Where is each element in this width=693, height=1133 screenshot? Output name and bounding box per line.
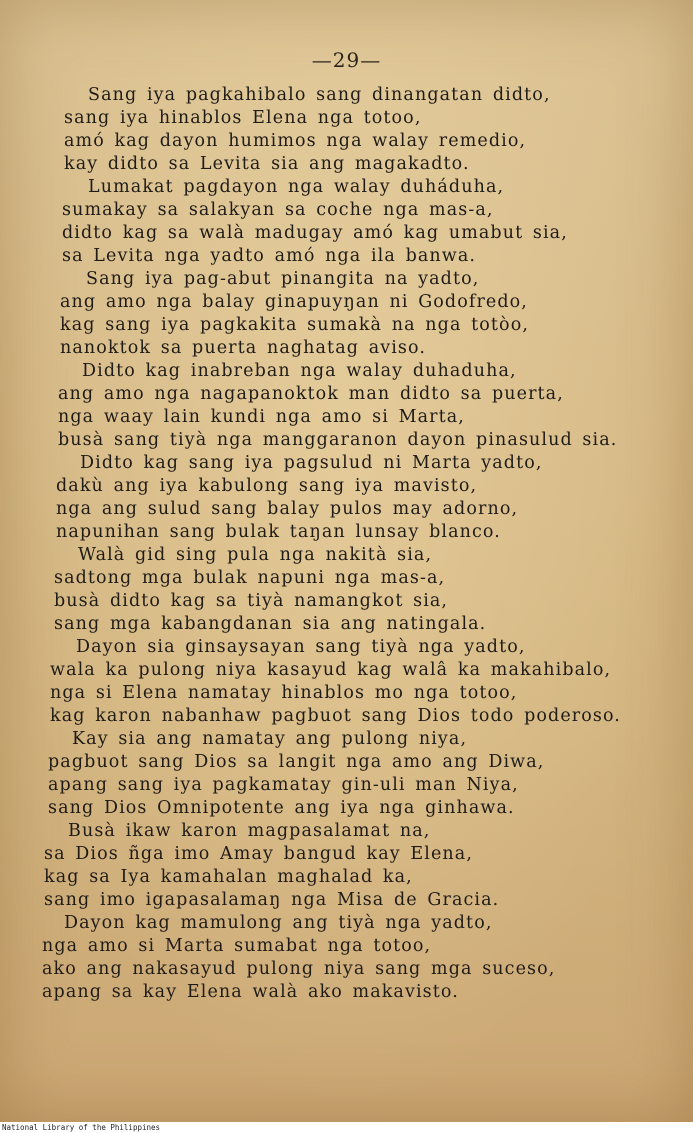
poem-line: ang amo nga nagapanoktok man didto sa puerta, — [58, 384, 564, 404]
poem-line: sang Dios Omnipotente ang iya nga ginhawa. — [48, 798, 515, 818]
poem-line: Didto kag inabreban nga walay duhaduha, — [82, 361, 517, 381]
poem-line: nga ang sulud sang balay pulos may adorno, — [56, 499, 519, 519]
poem-line: Didto kag sang iya pagsulud ni Marta yadto, — [80, 453, 543, 473]
poem-line: amó kag dayon humimos nga walay remedio, — [64, 131, 527, 151]
poem-line: Sang iya pag-abut pinangita na yadto, — [86, 269, 480, 289]
poem-line: Busà ikaw karon magpasalamat na, — [68, 821, 431, 841]
poem-line: nga waay lain kundi nga amo si Marta, — [58, 407, 465, 427]
poem-line: busà didto kag sa tiyà namangkot sia, — [54, 591, 449, 611]
poem-line: apang sang iya pagkamatay gin-uli man Niya, — [48, 775, 519, 795]
poem-line: sang mga kabangdanan sia ang natingala. — [54, 614, 487, 634]
poem-line: dakù ang iya kabulong sang iya mavisto, — [56, 476, 478, 496]
poem-line: Dayon kag mamulong ang tiyà nga yadto, — [64, 913, 493, 933]
poem-line: ako ang nakasayud pulong niya sang mga suceso, — [42, 959, 556, 979]
poem-line: Lumakat pagdayon nga walay duháduha, — [88, 177, 505, 197]
poem-line: Walà gid sing pula nga nakità sia, — [78, 545, 433, 565]
poem-line: kay didto sa Levita sia ang magakadto. — [64, 154, 470, 174]
poem-line: sang iya hinablos Elena nga totoo, — [64, 108, 422, 128]
poem-line: ang amo nga balay ginapuyŋan ni Godofredo, — [60, 292, 528, 312]
poem-line: kag sa Iya kamahalan maghalad ka, — [44, 867, 413, 887]
poem-line: nga amo si Marta sumabat nga totoo, — [42, 936, 432, 956]
poem-line: sa Dios ñga imo Amay bangud kay Elena, — [44, 844, 473, 864]
footer-credit: National Library of the Philippines — [2, 1123, 161, 1132]
page-number: —29— — [311, 48, 382, 72]
poem-line: pagbuot sang Dios sa langit nga amo ang Diwa, — [48, 752, 545, 772]
poem-line: Kay sia ang namatay ang pulong niya, — [72, 729, 468, 749]
poem-line: kag sang iya pagkakita sumakà na nga totòo, — [60, 315, 529, 335]
poem-line: sa Levita nga yadto amó nga ila banwa. — [62, 246, 477, 266]
poem-line: nga si Elena namatay hinablos mo nga totoo, — [50, 683, 518, 703]
poem-line: kag karon nabanhaw pagbuot sang Dios todo poderoso. — [50, 706, 621, 726]
poem-line: sadtong mga bulak napuni nga mas-a, — [54, 568, 446, 588]
poem-line: didto kag sa walà madugay amó kag umabut sia, — [62, 223, 568, 243]
poem-line: apang sa kay Elena walà ako makavisto. — [42, 982, 459, 1002]
poem-line: sumakay sa salakyan sa coche nga mas-a, — [62, 200, 494, 220]
poem-line: wala ka pulong niya kasayud kag walâ ka makahibalo, — [50, 660, 612, 680]
poem-line: Dayon sia ginsaysayan sang tiyà nga yadto, — [76, 637, 526, 657]
poem-line: nanoktok sa puerta naghatag aviso. — [60, 338, 426, 358]
poem-line: Sang iya pagkahibalo sang dinangatan didto, — [88, 85, 551, 105]
poem-line: sang imo igapasalamaŋ nga Misa de Gracia. — [44, 890, 500, 910]
poem-line: napunihan sang bulak taŋan lunsay blanco. — [56, 522, 501, 542]
poem-line: busà sang tiyà nga manggaranon dayon pinasulud sia. — [58, 430, 618, 450]
